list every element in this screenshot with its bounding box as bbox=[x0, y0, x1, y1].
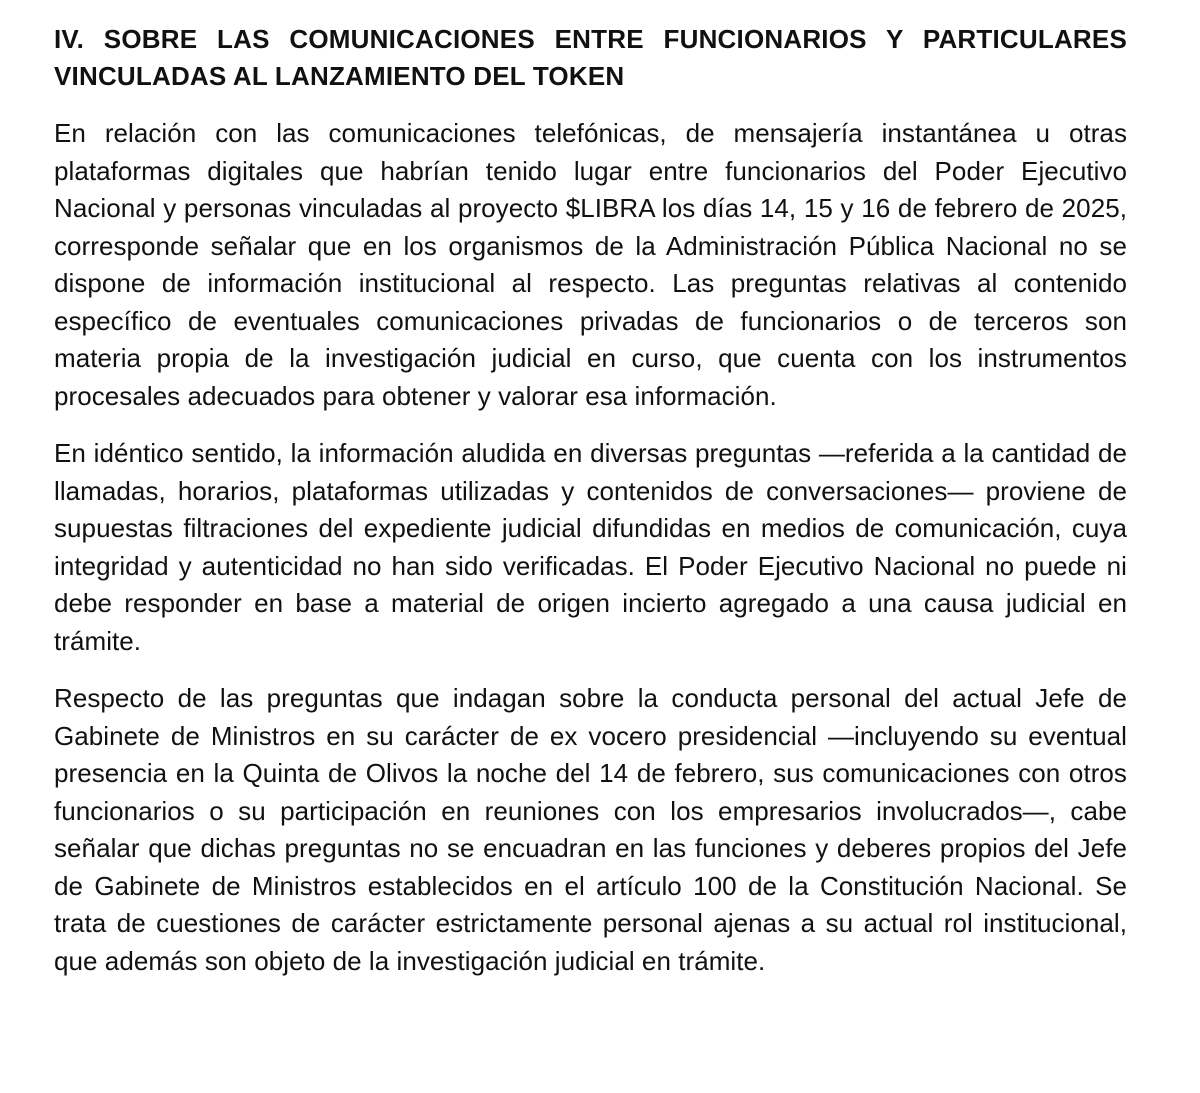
paragraph-chief-of-cabinet: Respecto de las preguntas que indagan sobre la conducta personal del actual Jefe de Gabinete de Ministros en su carácter de ex vocero presidencial —incluyendo su eventual presencia en la Quinta de Olivos la noche del 14 de febrero, sus comunicaciones con otros funcionarios o su participación en reuniones con los empresarios involucrados—, cabe señalar que dichas preguntas no se encuadran en las funciones y deberes propios del Jefe de Gabinete de Ministros establecidos en el artículo 100 de la Constitución Nacional. Se trata de cuestiones de carácter estrictamente personal ajenas a su actual rol institucional, que además son objeto de la investigación judicial en trámite. bbox=[54, 683, 1127, 976]
document-page bbox=[54, 21, 1127, 980]
paragraph-leaks: En idéntico sentido, la información aludida en diversas preguntas —referida a la cantidad de llamadas, horarios, plataformas utilizadas y contenidos de conversaciones— proviene de supuestas filtraciones del expediente judicial difundidas en medios de comunicación, cuya integridad y autenticidad no han sido verificadas. El Poder Ejecutivo Nacional no puede ni debe responder en base a material de origen incierto agregado a una causa judicial en trámite. bbox=[54, 438, 1127, 656]
section-heading: IV. SOBRE LAS COMUNICACIONES ENTRE FUNCIONARIOS Y PARTICULARES VINCULADAS AL LANZAMIENTO DEL TOKEN bbox=[54, 24, 1127, 91]
paragraph-communications: En relación con las comunicaciones telefónicas, de mensajería instantánea u otras plataformas digitales que habrían tenido lugar entre funcionarios del Poder Ejecutivo Nacional y personas vinculadas al proyecto $LIBRA los días 14, 15 y 16 de febrero de 2025, corresponde señalar que en los organismos de la Administración Pública Nacional no se dispone de información institucional al respecto. Las preguntas relativas al contenido específico de eventuales comunicaciones privadas de funcionarios o de terceros son materia propia de la investigación judicial en curso, que cuenta con los instrumentos procesales adecuados para obtener y valorar esa información. bbox=[54, 118, 1127, 411]
